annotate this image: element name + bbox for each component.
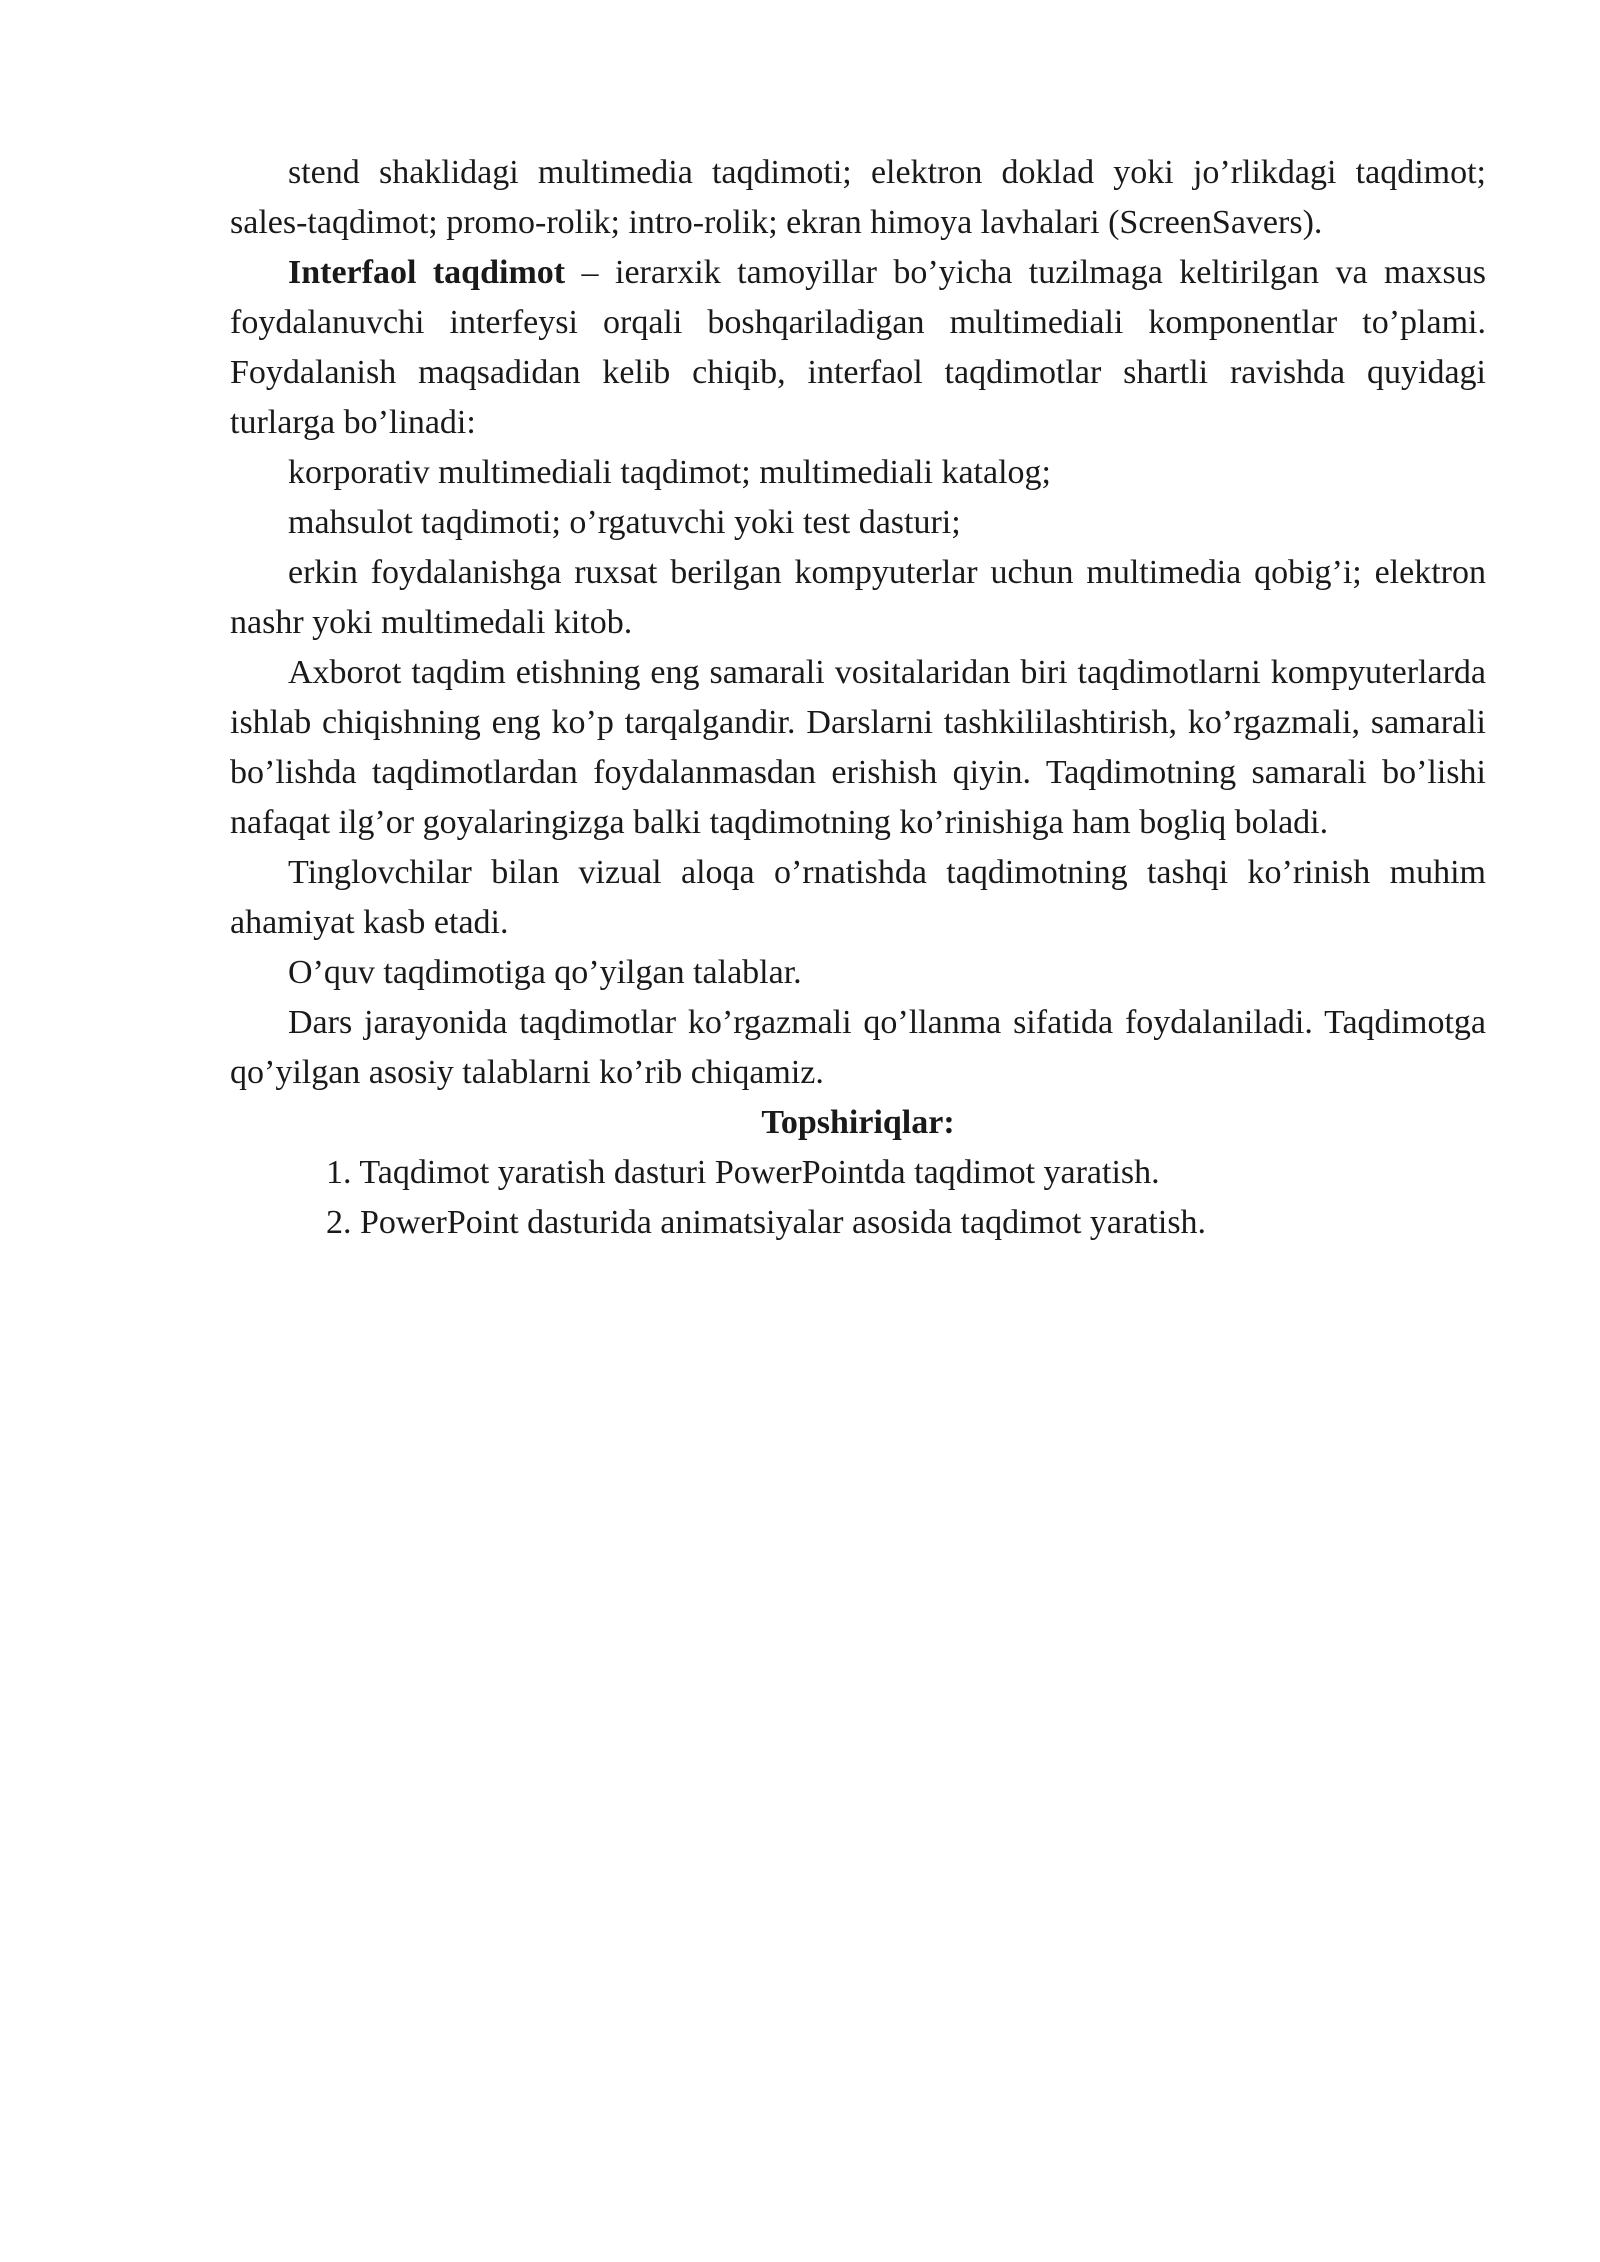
paragraph-type-product: mahsulot taqdimoti; o’rgatuvchi yoki test dasturi;	[288, 504, 961, 541]
tasks-heading: Topshiriqlar:	[761, 1104, 955, 1141]
paragraph-presentation-types: stend shaklidagi multimedia taqdimoti; elektron doklad yoki jo’rlikdagi taqdimot; sales-taqdimot; promo-rolik; intro-rolik; ekran himoya lavhalari (ScreenSavers).	[230, 154, 1486, 241]
paragraph-requirements: O’quv taqdimotiga qo’yilgan talablar.	[288, 954, 802, 991]
paragraph-type-corporate: korporativ multimediali taqdimot; multimediali katalog;	[288, 454, 1051, 491]
paragraph-type-free-access: erkin foydalanishga ruxsat berilgan kompyuterlar uchun multimedia qobig’i; elektron nashr yoki multimedali kitob.	[230, 554, 1486, 641]
paragraph-visual-contact: Tinglovchilar bilan vizual aloqa o’rnatishda taqdimotning tashqi ko’rinish muhim ahamiyat kasb etadi.	[230, 854, 1486, 941]
task-item-1: 1. Taqdimot yaratish dasturi PowerPointda taqdimot yaratish.	[326, 1154, 1160, 1191]
task-item-2: 2. PowerPoint dasturida animatsiyalar asosida taqdimot yaratish.	[326, 1204, 1207, 1241]
term-interfaol-taqdimot: Interfaol taqdimot	[288, 254, 566, 291]
paragraph-effective-tools: Axborot taqdim etishning eng samarali vositalaridan biri taqdimotlarni kompyuterlarda ishlab chiqishning eng ko’p tarqalgandir. Darslarni tashkililashtirish, ko’rgazmali, samarali bo’lishda taqdimotlardan foydalanmasdan erishish qiyin. Taqdimotning samarali bo’lishi nafaqat ilg’or goyalaringizga balki taqdimotning ko’rinishiga ham bogliq boladi.	[230, 654, 1486, 841]
definition-text: – ierarxik tamoyillar bo’yicha tuzilmaga keltirilgan va maxsus foydalanuvchi interfeysi orqali boshqariladigan multimediali komponentlar to’plami. Foydalanish maqsadidan kelib chiqib, interfaol taqdimotlar shartli ravishda quyidagi turlarga bo’linadi:	[230, 254, 1486, 441]
paragraph-interactive-definition	[230, 248, 1486, 448]
paragraph-lesson-usage: Dars jarayonida taqdimotlar ko’rgazmali qo’llanma sifatida foydalaniladi. Taqdimotga qo’yilgan asosiy talablarni ko’rib chiqamiz.	[230, 1004, 1486, 1091]
document-page	[230, 148, 1486, 1248]
